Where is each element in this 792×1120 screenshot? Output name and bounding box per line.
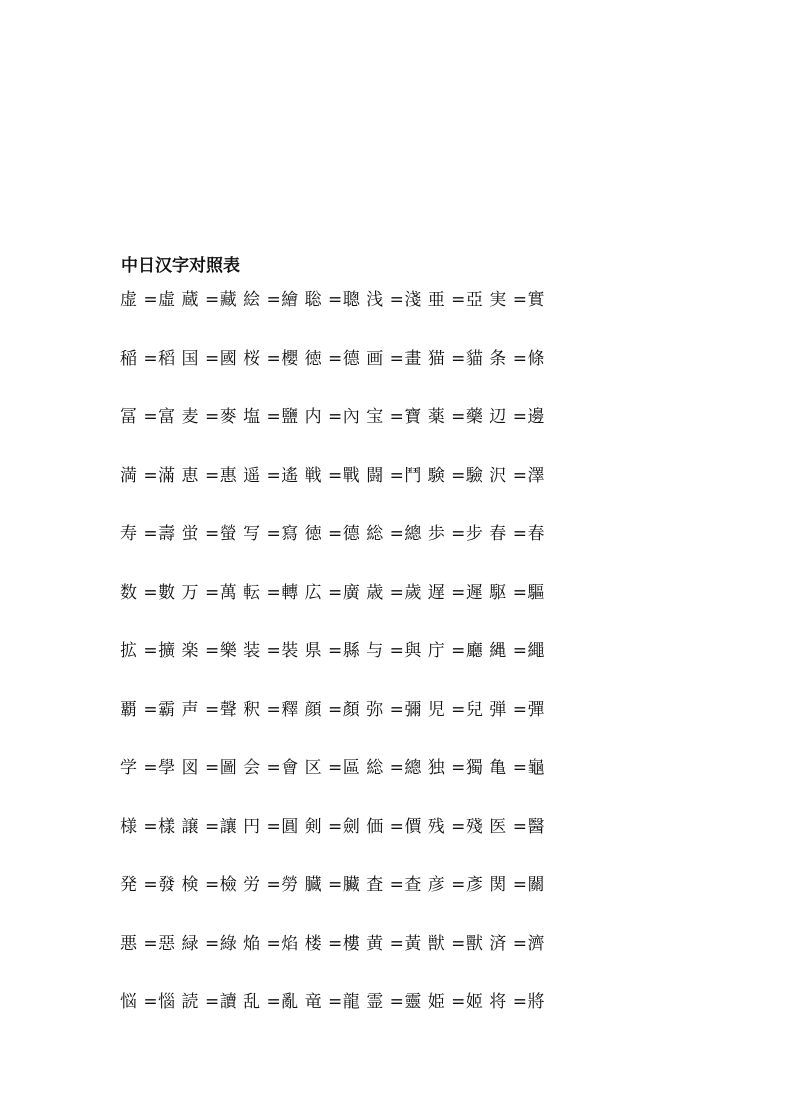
table-row: 満 =滿 恵 =惠 遥 =遙 戦 =戰 闘 =鬥 験 =驗 沢 =澤 xyxy=(120,465,545,486)
table-row: 覇 =霸 声 =聲 釈 =釋 顔 =顏 弥 =彌 児 =兒 弾 =彈 xyxy=(120,699,545,720)
table-row: 様 =樣 譲 =讓 円 =圓 剣 =劍 価 =價 残 =殘 医 =醫 xyxy=(120,816,545,837)
table-row: 数 =數 万 =萬 転 =轉 広 =廣 歳 =歲 遅 =遲 駆 =驅 xyxy=(120,582,545,603)
table-row: 虚 =虛 蔵 =藏 絵 =繪 聡 =聰 浅 =淺 亜 =亞 実 =實 xyxy=(120,290,545,310)
table-row: 悪 =惡 緑 =綠 焔 =焰 楼 =樓 黄 =黃 獣 =獸 済 =濟 xyxy=(120,933,545,954)
table-row: 悩 =惱 読 =讀 乱 =亂 竜 =龍 霊 =靈 姫 =姬 将 =將 xyxy=(120,992,545,1012)
table-row: 寿 =壽 蛍 =螢 写 =寫 徳 =德 総 =總 歩 =步 春 =春 xyxy=(120,524,545,544)
table-row: 発 =發 検 =檢 労 =勞 臓 =臟 査 =查 彦 =彥 関 =關 xyxy=(120,875,545,895)
character-table xyxy=(120,289,720,1050)
table-row: 学 =學 図 =圖 会 =會 区 =區 総 =總 独 =獨 亀 =龜 xyxy=(120,758,545,778)
table-row: 拡 =擴 楽 =樂 装 =裝 県 =縣 与 =與 庁 =廳 縄 =繩 xyxy=(120,641,545,661)
table-row: 稲 =稻 国 =國 桜 =櫻 徳 =德 画 =畫 猫 =貓 条 =條 xyxy=(120,348,545,369)
table-row: 冨 =富 麦 =麥 塩 =鹽 内 =內 宝 =寶 薬 =藥 辺 =邊 xyxy=(120,407,545,427)
document-title: 中日汉字对照表 xyxy=(121,256,240,276)
